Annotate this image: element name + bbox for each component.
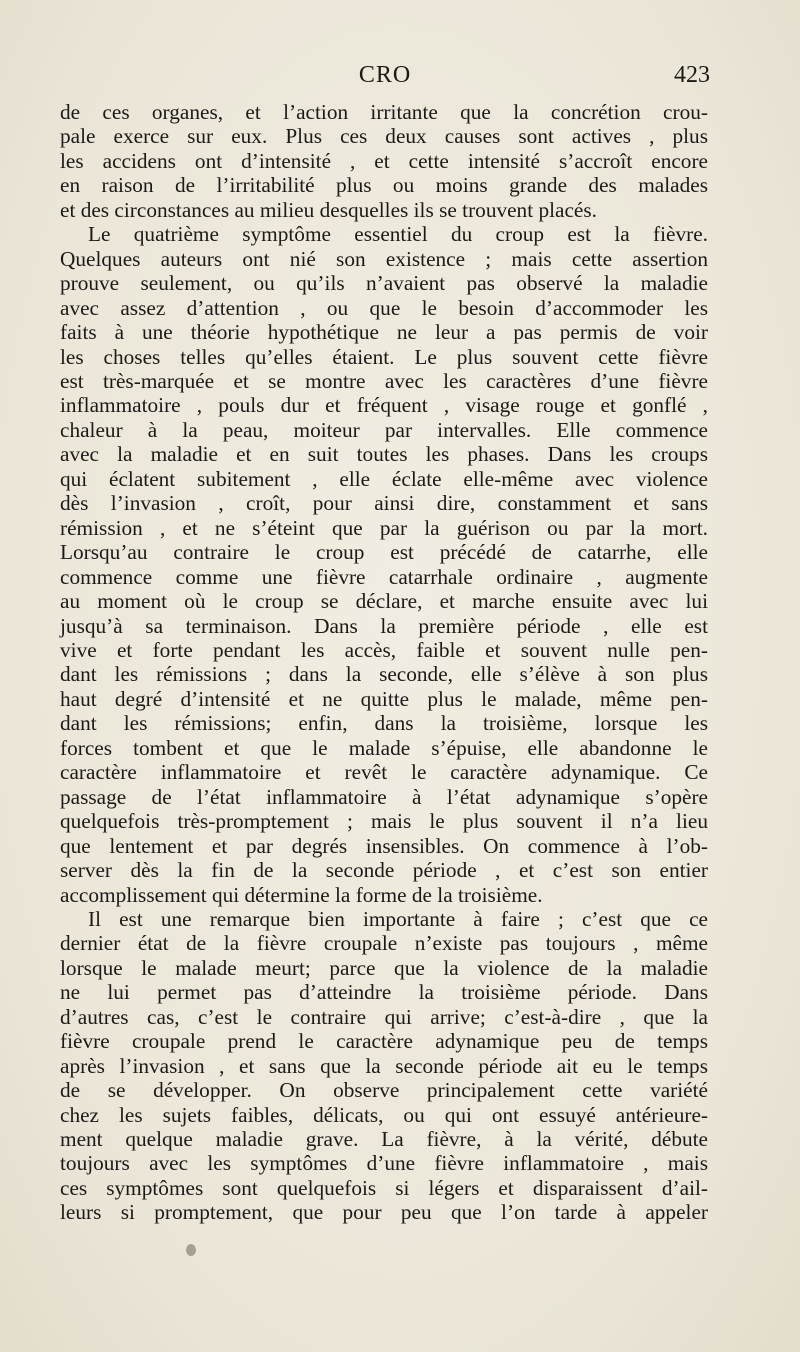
text-line: avec la maladie et en suit toutes les phases. Dans les croups: [60, 442, 708, 467]
text-line: et des circonstances au milieu desquelles ils se trouvent placés.: [60, 197, 597, 222]
text-line: fièvre croupale prend le caractère adynamique peu de temps: [60, 1029, 708, 1054]
text-line: qui éclatent subitement , elle éclate elle-même avec violence: [60, 466, 708, 491]
text-line: Il est une remarque bien importante à faire ; c’est que ce: [88, 906, 708, 931]
text-line: au moment où le croup se déclare, et marche ensuite avec lui: [60, 589, 708, 614]
text-line: les accidens ont d’intensité , et cette intensité s’accroît encore: [60, 148, 708, 173]
text-line: les choses telles qu’elles étaient. Le plus souvent cette fièvre: [60, 344, 708, 369]
text-line: avec assez d’attention , ou que le besoin d’accommoder les: [60, 295, 708, 320]
text-line: ces symptômes sont quelquefois si légers et disparaissent d’ail-: [60, 1175, 708, 1200]
text-line: dant les rémissions; enfin, dans la troisième, lorsque les: [60, 711, 708, 736]
ink-speck: [186, 1244, 196, 1256]
text-line: quelquefois très-promptement ; mais le plus souvent il n’a lieu: [60, 809, 708, 834]
text-line: Le quatrième symptôme essentiel du croup est la fièvre.: [88, 222, 708, 247]
text-line: ment quelque maladie grave. La fièvre, à la vérité, débute: [60, 1127, 708, 1152]
text-line: pale exerce sur eux. Plus ces deux causes sont actives , plus: [60, 124, 708, 149]
text-line: server dès la fin de la seconde période , et c’est son entier: [60, 858, 708, 883]
text-line: rémission , et ne s’éteint que par la guérison ou par la mort.: [60, 515, 708, 540]
text-line: passage de l’état inflammatoire à l’état adynamique s’opère: [60, 784, 708, 809]
text-line: en raison de l’irritabilité plus ou moins grande des malades: [60, 173, 708, 198]
page-header: [60, 62, 710, 98]
text-line: toujours avec les symptômes d’une fièvre inflammatoire , mais: [60, 1151, 708, 1176]
text-line: forces tombent et que le malade s’épuise, elle abandonne le: [60, 735, 708, 760]
text-line: de ces organes, et l’action irritante que la concrétion crou-: [60, 100, 708, 124]
text-line: commence comme une fièvre catarrhale ordinaire , augmente: [60, 564, 708, 589]
running-head: CRO: [358, 62, 412, 88]
text-line: prouve seulement, ou qu’ils n’avaient pas observé la maladie: [60, 271, 708, 296]
text-line: caractère inflammatoire et revêt le caractère adynamique. Ce: [60, 760, 708, 785]
text-line: après l’invasion , et sans que la seconde période ait eu le temps: [60, 1053, 708, 1078]
text-line: jusqu’à sa terminaison. Dans la première période , elle est: [60, 613, 708, 638]
text-line: d’autres cas, c’est le contraire qui arrive; c’est-à-dire , que la: [60, 1004, 708, 1029]
text-line: dernier état de la fièvre croupale n’existe pas toujours , même: [60, 931, 708, 956]
text-line: dant les rémissions ; dans la seconde, elle s’élève à son plus: [60, 662, 708, 687]
text-line: ne lui permet pas d’atteindre la troisième période. Dans: [60, 980, 708, 1005]
text-line: vive et forte pendant les accès, faible et souvent nulle pen-: [60, 637, 708, 662]
page-number: 423: [674, 62, 710, 88]
text-line: inflammatoire , pouls dur et fréquent , visage rouge et gonflé ,: [60, 393, 708, 418]
text-line: est très-marquée et se montre avec les caractères d’une fièvre: [60, 368, 708, 393]
text-line: chaleur à la peau, moiteur par intervalles. Elle commence: [60, 417, 708, 442]
body-text: [60, 100, 708, 1225]
text-line: lorsque le malade meurt; parce que la violence de la maladie: [60, 955, 708, 980]
text-line: que lentement et par degrés insensibles. On commence à l’ob-: [60, 833, 708, 858]
text-line: chez les sujets faibles, délicats, ou qui ont essuyé antérieure-: [60, 1102, 708, 1127]
text-line: leurs si promptement, que pour peu que l’on tarde à appeler: [60, 1200, 708, 1225]
text-line: Quelques auteurs ont nié son existence ; mais cette assertion: [60, 246, 708, 271]
text-line: Lorsqu’au contraire le croup est précédé de catarrhe, elle: [60, 540, 708, 565]
text-line: dès l’invasion , croît, pour ainsi dire, constamment et sans: [60, 491, 708, 516]
text-line: haut degré d’intensité et ne quitte plus le malade, même pen-: [60, 686, 708, 711]
text-line: faits à une théorie hypothétique ne leur a pas permis de voir: [60, 320, 708, 345]
text-line: de se développer. On observe principalement cette variété: [60, 1078, 708, 1103]
text-line: accomplissement qui détermine la forme de la troisième.: [60, 882, 543, 907]
